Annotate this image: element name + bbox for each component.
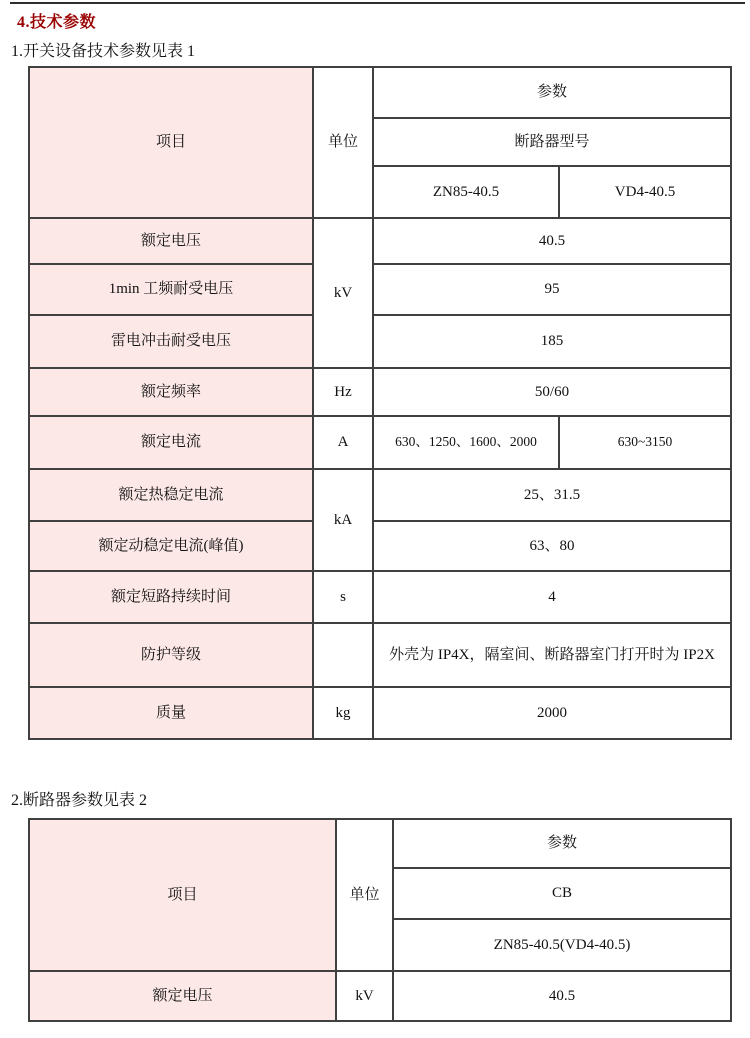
row-unit	[313, 623, 373, 687]
row-unit: kV	[336, 971, 393, 1021]
table-row	[29, 687, 731, 739]
t2-header-param: 参数	[393, 819, 731, 868]
table-row	[29, 368, 731, 416]
row-value: 185	[373, 315, 731, 368]
row-unit: kV	[313, 218, 373, 368]
row-value: 2000	[373, 687, 731, 739]
t1-header-model-zn85: ZN85-40.5	[373, 166, 559, 218]
t2-header-cb: CB	[393, 868, 731, 919]
row-unit: kg	[313, 687, 373, 739]
t1-header-breaker-model: 断路器型号	[373, 118, 731, 166]
row-item-label: 额定动稳定电流(峰值)	[29, 521, 313, 571]
table-row	[29, 571, 731, 623]
row-item-label: 防护等级	[29, 623, 313, 687]
table1-caption: 1.开关设备技术参数见表 1	[11, 43, 196, 60]
page-top-divider	[10, 2, 745, 4]
table-row	[29, 315, 731, 368]
row-unit: s	[313, 571, 373, 623]
row-value: 25、31.5	[373, 469, 731, 521]
row-value: 63、80	[373, 521, 731, 571]
t1-header-unit: 单位	[313, 67, 373, 218]
row-value: 40.5	[373, 218, 731, 264]
switchgear-parameters-table	[28, 66, 732, 740]
circuit-breaker-parameters-table	[28, 818, 732, 1022]
row-value-vd4: 630~3150	[559, 416, 731, 469]
row-item-label: 1min 工频耐受电压	[29, 264, 313, 315]
table-row	[29, 264, 731, 315]
row-value-zn85: 630、1250、1600、2000	[373, 416, 559, 469]
table-row	[29, 623, 731, 687]
t1-header-item: 项目	[29, 67, 313, 218]
row-value: 50/60	[373, 368, 731, 416]
table-row	[29, 521, 731, 571]
table2-caption: 2.断路器参数见表 2	[11, 792, 148, 809]
t1-header-model-vd4: VD4-40.5	[559, 166, 731, 218]
table-row	[29, 971, 731, 1021]
table-row	[29, 218, 731, 264]
table-row	[29, 416, 731, 469]
row-item-label: 额定短路持续时间	[29, 571, 313, 623]
t2-header-item: 项目	[29, 819, 336, 971]
row-item-label: 额定电压	[29, 218, 313, 264]
row-item-label: 额定电流	[29, 416, 313, 469]
section-heading: 4.技术参数	[17, 14, 97, 31]
row-item-label: 质量	[29, 687, 313, 739]
row-item-label: 额定频率	[29, 368, 313, 416]
t1-header-param: 参数	[373, 67, 731, 118]
row-value: 95	[373, 264, 731, 315]
row-value: 4	[373, 571, 731, 623]
row-value: 40.5	[393, 971, 731, 1021]
row-unit: Hz	[313, 368, 373, 416]
row-item-label: 额定电压	[29, 971, 336, 1021]
t2-header-unit: 单位	[336, 819, 393, 971]
row-item-label: 雷电冲击耐受电压	[29, 315, 313, 368]
row-unit: kA	[313, 469, 373, 571]
table-row	[29, 469, 731, 521]
row-unit: A	[313, 416, 373, 469]
t2-header-model: ZN85-40.5(VD4-40.5)	[393, 919, 731, 971]
row-item-label: 额定热稳定电流	[29, 469, 313, 521]
row-value: 外壳为 IP4X，隔室间、断路器室门打开时为 IP2X	[373, 623, 731, 687]
